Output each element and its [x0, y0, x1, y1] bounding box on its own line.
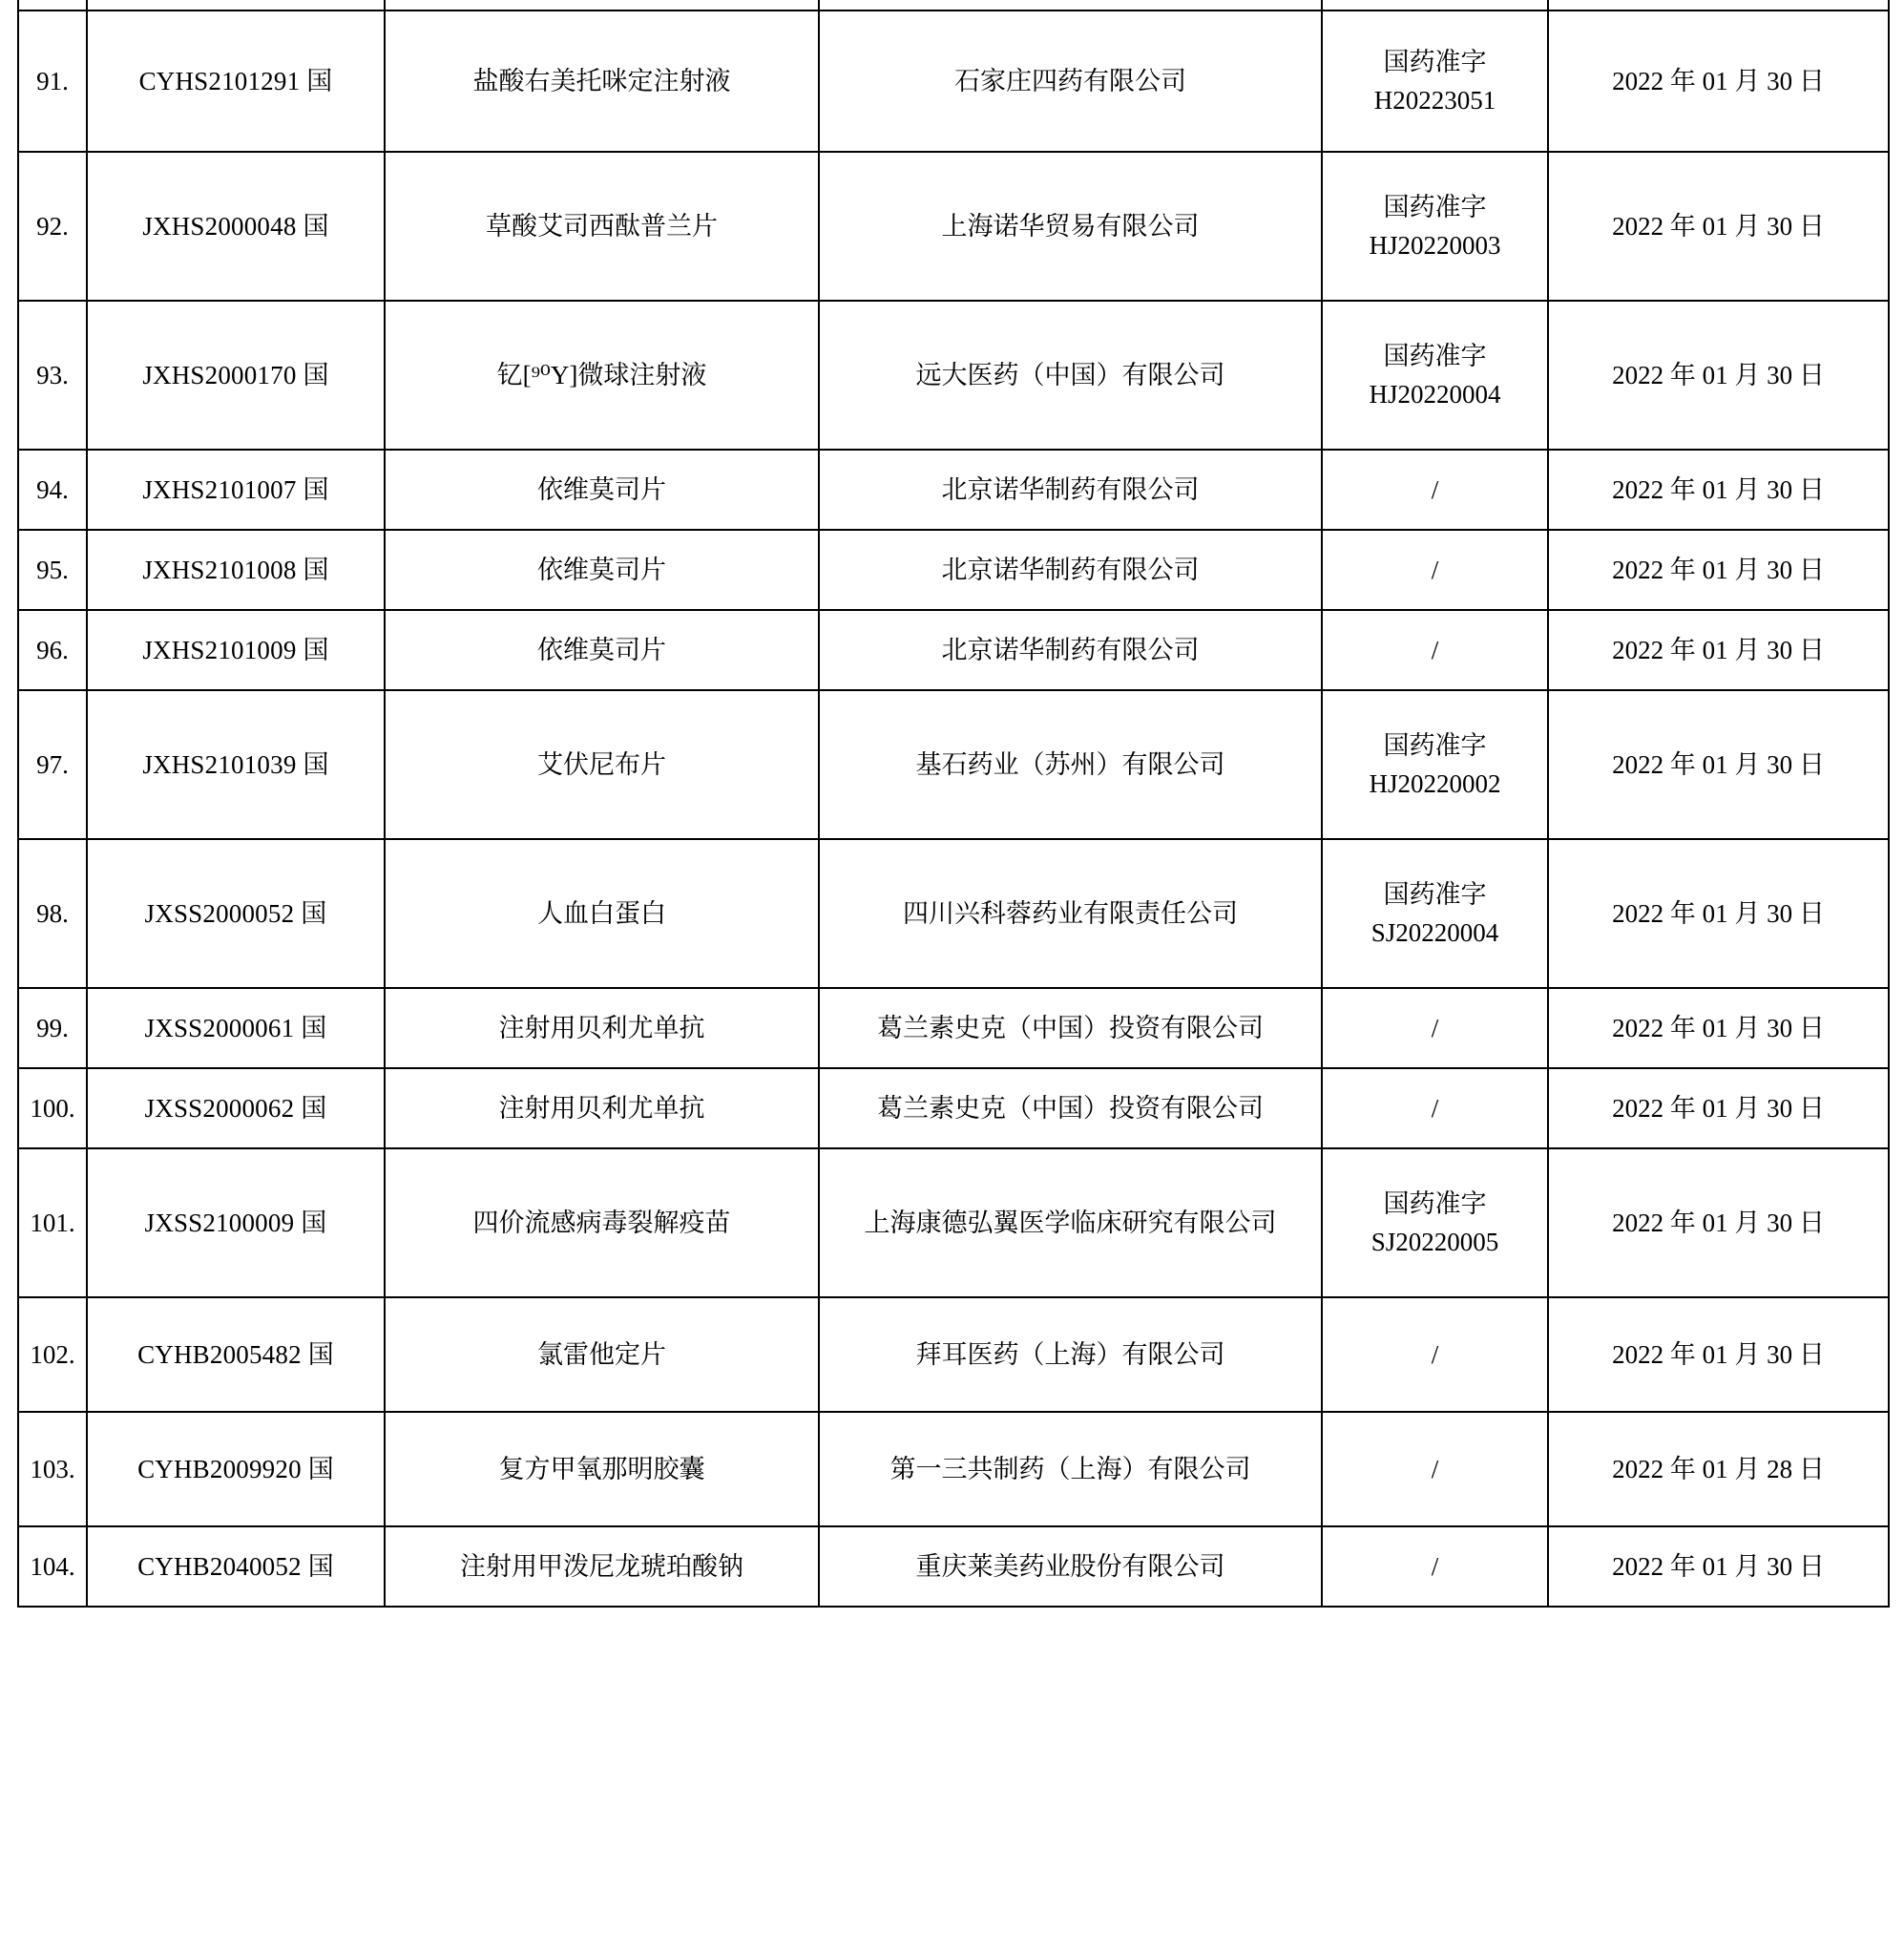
cell-date: 2022 年 01 月 30 日	[1548, 610, 1889, 690]
cell-code: JXHS2101039 国	[87, 690, 385, 839]
cell-maker: 远大医药（中国）有限公司	[819, 301, 1322, 450]
approval-number: HJ20220002	[1369, 769, 1501, 798]
cell-date: 2022 年 01 月 30 日	[1548, 690, 1889, 839]
cell-maker: 拜耳医药（上海）有限公司	[819, 1297, 1322, 1412]
cell-name: 人血白蛋白	[385, 839, 819, 988]
approval-number: SJ20220005	[1370, 1228, 1499, 1256]
table-row	[18, 1526, 1889, 1607]
table-row	[18, 530, 1889, 610]
cell-date: 2022 年 01 月 30 日	[1548, 988, 1889, 1068]
cell-index: 94.	[18, 450, 87, 530]
cell-index: 99.	[18, 988, 87, 1068]
table-row	[18, 11, 1889, 152]
cell-date: 2022 年 01 月 30 日	[1548, 152, 1889, 301]
table-row	[18, 610, 1889, 690]
drug-approval-table	[17, 0, 1890, 1608]
cell-date: 2022 年 01 月 30 日	[1548, 450, 1889, 530]
cell-name: 艾伏尼布片	[385, 690, 819, 839]
cell-approval	[1322, 1148, 1548, 1297]
approval-prefix: 国药准字	[1383, 192, 1487, 221]
cell-approval	[1322, 152, 1548, 301]
cell-maker: 重庆莱美药业股份有限公司	[819, 1526, 1322, 1607]
approval-number: H20223051	[1373, 86, 1496, 115]
cell-code: JXHS2101007 国	[87, 450, 385, 530]
cell-code: JXSS2000062 国	[87, 1068, 385, 1148]
cell-name: 依维莫司片	[385, 530, 819, 610]
cell-code	[87, 0, 385, 11]
cell-approval	[1322, 11, 1548, 152]
cell-index	[18, 0, 87, 11]
cell-name: 依维莫司片	[385, 450, 819, 530]
cell-date	[1548, 0, 1889, 11]
cell-date: 2022 年 01 月 30 日	[1548, 11, 1889, 152]
cell-date: 2022 年 01 月 28 日	[1548, 1412, 1889, 1526]
cell-code: CYHB2009920 国	[87, 1412, 385, 1526]
approval-prefix: 国药准字	[1383, 341, 1487, 370]
cell-maker: 北京诺华制药有限公司	[819, 450, 1322, 530]
cell-name	[385, 0, 819, 11]
cell-maker	[819, 0, 1322, 11]
cell-date: 2022 年 01 月 30 日	[1548, 1148, 1889, 1297]
table-row	[18, 301, 1889, 450]
cell-index: 100.	[18, 1068, 87, 1148]
cell-index: 93.	[18, 301, 87, 450]
cell-name: 钇[⁹⁰Y]微球注射液	[385, 301, 819, 450]
cell-maker: 葛兰素史克（中国）投资有限公司	[819, 1068, 1322, 1148]
cell-code: CYHB2005482 国	[87, 1297, 385, 1412]
cell-index: 102.	[18, 1297, 87, 1412]
table-row	[18, 1412, 1889, 1526]
cell-maker: 北京诺华制药有限公司	[819, 530, 1322, 610]
cell-approval: /	[1322, 1412, 1548, 1526]
cell-name: 草酸艾司西酞普兰片	[385, 152, 819, 301]
cell-maker: 上海康德弘翼医学临床研究有限公司	[819, 1148, 1322, 1297]
approval-prefix: 国药准字	[1383, 1188, 1487, 1218]
cell-maker: 基石药业（苏州）有限公司	[819, 690, 1322, 839]
cell-code: JXSS2000052 国	[87, 839, 385, 988]
cell-index: 95.	[18, 530, 87, 610]
table-row	[18, 690, 1889, 839]
cell-code: JXHS2101009 国	[87, 610, 385, 690]
cell-maker: 四川兴科蓉药业有限责任公司	[819, 839, 1322, 988]
cell-code: CYHB2040052 国	[87, 1526, 385, 1607]
approval-number: SJ20220004	[1370, 918, 1499, 947]
cell-code: CYHS2101291 国	[87, 11, 385, 152]
cell-approval	[1322, 0, 1548, 11]
cell-approval: /	[1322, 530, 1548, 610]
cell-date: 2022 年 01 月 30 日	[1548, 530, 1889, 610]
cell-date: 2022 年 01 月 30 日	[1548, 1297, 1889, 1412]
table-row	[18, 152, 1889, 301]
cell-approval: /	[1322, 450, 1548, 530]
cell-index: 91.	[18, 11, 87, 152]
cell-approval	[1322, 690, 1548, 839]
cell-maker: 第一三共制药（上海）有限公司	[819, 1412, 1322, 1526]
cell-name: 注射用贝利尤单抗	[385, 988, 819, 1068]
cell-date: 2022 年 01 月 30 日	[1548, 1068, 1889, 1148]
cell-name: 注射用甲泼尼龙琥珀酸钠	[385, 1526, 819, 1607]
approval-number: HJ20220003	[1369, 231, 1501, 260]
cell-name: 依维莫司片	[385, 610, 819, 690]
table-row-partial	[18, 0, 1889, 11]
cell-index: 92.	[18, 152, 87, 301]
approval-prefix: 国药准字	[1383, 47, 1487, 76]
approval-number: HJ20220004	[1369, 380, 1501, 409]
table-row	[18, 450, 1889, 530]
approval-prefix: 国药准字	[1383, 879, 1487, 909]
table-row	[18, 839, 1889, 988]
cell-code: JXHS2000048 国	[87, 152, 385, 301]
cell-date: 2022 年 01 月 30 日	[1548, 1526, 1889, 1607]
approval-prefix: 国药准字	[1383, 730, 1487, 760]
cell-index: 101.	[18, 1148, 87, 1297]
cell-approval: /	[1322, 610, 1548, 690]
cell-name: 氯雷他定片	[385, 1297, 819, 1412]
cell-index: 97.	[18, 690, 87, 839]
cell-index: 104.	[18, 1526, 87, 1607]
cell-approval: /	[1322, 1297, 1548, 1412]
cell-approval	[1322, 839, 1548, 988]
cell-name: 四价流感病毒裂解疫苗	[385, 1148, 819, 1297]
cell-date: 2022 年 01 月 30 日	[1548, 839, 1889, 988]
table-row	[18, 1068, 1889, 1148]
cell-name: 注射用贝利尤单抗	[385, 1068, 819, 1148]
cell-approval: /	[1322, 1526, 1548, 1607]
cell-approval: /	[1322, 988, 1548, 1068]
table-row	[18, 1148, 1889, 1297]
cell-maker: 北京诺华制药有限公司	[819, 610, 1322, 690]
cell-code: JXHS2000170 国	[87, 301, 385, 450]
cell-index: 98.	[18, 839, 87, 988]
cell-approval	[1322, 301, 1548, 450]
cell-approval: /	[1322, 1068, 1548, 1148]
cell-index: 103.	[18, 1412, 87, 1526]
cell-maker: 上海诺华贸易有限公司	[819, 152, 1322, 301]
cell-code: JXSS2100009 国	[87, 1148, 385, 1297]
cell-date: 2022 年 01 月 30 日	[1548, 301, 1889, 450]
cell-name: 复方甲氧那明胶囊	[385, 1412, 819, 1526]
cell-code: JXSS2000061 国	[87, 988, 385, 1068]
table-row	[18, 1297, 1889, 1412]
cell-maker: 石家庄四药有限公司	[819, 11, 1322, 152]
table-row	[18, 988, 1889, 1068]
cell-name: 盐酸右美托咪定注射液	[385, 11, 819, 152]
cell-index: 96.	[18, 610, 87, 690]
cell-maker: 葛兰素史克（中国）投资有限公司	[819, 988, 1322, 1068]
cell-code: JXHS2101008 国	[87, 530, 385, 610]
